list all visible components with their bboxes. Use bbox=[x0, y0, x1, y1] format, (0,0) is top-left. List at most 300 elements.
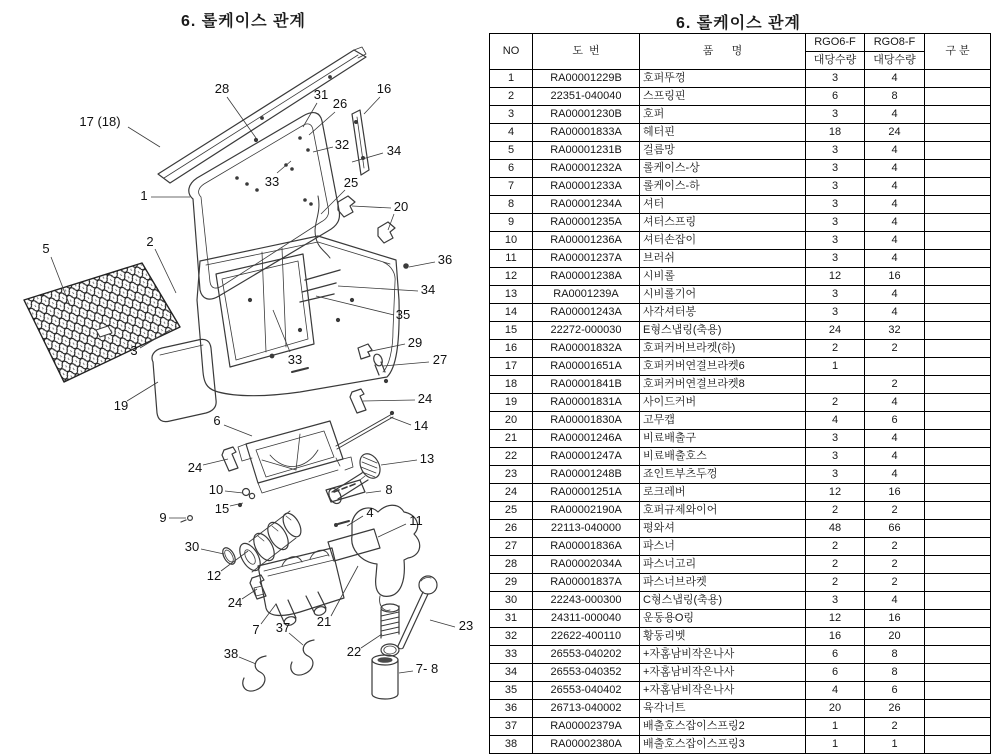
table-row bbox=[490, 322, 991, 340]
cell-name: 헤터핀 bbox=[640, 124, 806, 142]
o-ring bbox=[220, 546, 238, 567]
table-row bbox=[490, 214, 991, 232]
cell-code: RA00001231B bbox=[533, 142, 640, 160]
callout-label: 30 bbox=[184, 539, 200, 554]
callout-leader-line bbox=[289, 633, 303, 645]
callout-label: 15 bbox=[214, 501, 230, 516]
table-row bbox=[490, 466, 991, 484]
cell-no: 11 bbox=[490, 250, 533, 268]
callout-label: 34 bbox=[386, 143, 402, 158]
callout-leader-line bbox=[378, 524, 406, 537]
cell-name: 호퍼 bbox=[640, 106, 806, 124]
cell-no: 23 bbox=[490, 466, 533, 484]
cell-qty-rgo8: 16 bbox=[865, 610, 925, 628]
callout-leader-line bbox=[381, 460, 417, 465]
cell-name: 죠인트부츠두껑 bbox=[640, 466, 806, 484]
cell-name: 사이드커버 bbox=[640, 394, 806, 412]
header-model1: RGO6-F bbox=[806, 34, 865, 52]
cell-qty-rgo6: 2 bbox=[806, 394, 865, 412]
callout-leader-line bbox=[364, 97, 380, 114]
cell-no: 12 bbox=[490, 268, 533, 286]
cell-qty-rgo6: 6 bbox=[806, 646, 865, 664]
table-row bbox=[490, 430, 991, 448]
cell-name: 비료배출호스 bbox=[640, 448, 806, 466]
cell-division bbox=[925, 592, 991, 610]
cell-qty-rgo6: 2 bbox=[806, 538, 865, 556]
table-row bbox=[490, 448, 991, 466]
cell-code: RA00001238A bbox=[533, 268, 640, 286]
cell-division bbox=[925, 430, 991, 448]
table-row bbox=[490, 376, 991, 394]
cell-qty-rgo6: 4 bbox=[806, 412, 865, 430]
table-row bbox=[490, 682, 991, 700]
hopper-cover-rail bbox=[158, 47, 366, 183]
cell-qty-rgo6: 1 bbox=[806, 718, 865, 736]
cell-division bbox=[925, 286, 991, 304]
rubber-caps bbox=[338, 196, 395, 243]
cell-division bbox=[925, 448, 991, 466]
cell-code: 22272-000030 bbox=[533, 322, 640, 340]
callout-leader-line bbox=[221, 551, 248, 571]
cell-no: 35 bbox=[490, 682, 533, 700]
fertilizer-roll bbox=[236, 510, 305, 574]
cell-division bbox=[925, 106, 991, 124]
cell-qty-rgo8: 4 bbox=[865, 394, 925, 412]
table-row bbox=[490, 142, 991, 160]
callout-label: 38 bbox=[223, 646, 239, 661]
callout-label: 23 bbox=[458, 618, 474, 633]
callout-label: 19 bbox=[113, 398, 129, 413]
cell-qty-rgo8: 6 bbox=[865, 412, 925, 430]
cell-qty-rgo8: 4 bbox=[865, 448, 925, 466]
callout-leader-line bbox=[409, 262, 435, 267]
fastener-parts bbox=[358, 344, 388, 383]
cell-qty-rgo6: 3 bbox=[806, 430, 865, 448]
callout-label: 37 bbox=[275, 620, 291, 635]
cell-name: 비료배출구 bbox=[640, 430, 806, 448]
boot-cylinder bbox=[372, 655, 398, 699]
cell-qty-rgo8: 2 bbox=[865, 376, 925, 394]
side-cover bbox=[152, 339, 216, 421]
cell-no: 21 bbox=[490, 430, 533, 448]
callout-leader-line bbox=[367, 344, 405, 352]
cell-name: 황동리벳 bbox=[640, 628, 806, 646]
callout-label: 8 bbox=[385, 482, 393, 497]
table-row bbox=[490, 160, 991, 178]
cell-no: 8 bbox=[490, 196, 533, 214]
cell-name: 호퍼뚜껑 bbox=[640, 70, 806, 88]
cell-name: 호퍼커버연결브라켓6 bbox=[640, 358, 806, 376]
cell-qty-rgo8: 4 bbox=[865, 178, 925, 196]
cell-code: 24311-000040 bbox=[533, 610, 640, 628]
cell-name: 육각너트 bbox=[640, 700, 806, 718]
cell-code: 22622-400110 bbox=[533, 628, 640, 646]
callout-label: 29 bbox=[407, 335, 423, 350]
callout-label: 26 bbox=[332, 96, 348, 111]
callout-leader-line bbox=[313, 147, 333, 152]
cell-qty-rgo6: 3 bbox=[806, 196, 865, 214]
callout-label: 13 bbox=[419, 451, 435, 466]
cell-code: RA00001836A bbox=[533, 538, 640, 556]
cell-name: 호퍼커버연결브라켓8 bbox=[640, 376, 806, 394]
cell-code: RA00001234A bbox=[533, 196, 640, 214]
cell-division bbox=[925, 484, 991, 502]
cell-qty-rgo6: 3 bbox=[806, 178, 865, 196]
cell-no: 28 bbox=[490, 556, 533, 574]
cell-code: RA00001251A bbox=[533, 484, 640, 502]
table-row bbox=[490, 268, 991, 286]
callout-leader-line bbox=[155, 249, 176, 293]
cell-no: 19 bbox=[490, 394, 533, 412]
cell-division bbox=[925, 628, 991, 646]
cell-qty-rgo6: 3 bbox=[806, 70, 865, 88]
callout-label: 33 bbox=[287, 352, 303, 367]
cell-no: 24 bbox=[490, 484, 533, 502]
callout-label: 16 bbox=[376, 81, 392, 96]
cell-no: 37 bbox=[490, 718, 533, 736]
cell-division bbox=[925, 520, 991, 538]
cell-division bbox=[925, 214, 991, 232]
table-row bbox=[490, 736, 991, 754]
cell-name: 호퍼규제와이어 bbox=[640, 502, 806, 520]
callout-label: 24 bbox=[187, 460, 203, 475]
cell-no: 20 bbox=[490, 412, 533, 430]
table-row bbox=[490, 286, 991, 304]
cell-name: 시비롤 bbox=[640, 268, 806, 286]
roll-case-body bbox=[197, 236, 399, 396]
parts-table-body bbox=[490, 70, 991, 754]
cell-no: 6 bbox=[490, 160, 533, 178]
callout-label: 11 bbox=[409, 513, 423, 528]
cell-code: RA00001841B bbox=[533, 376, 640, 394]
cell-division bbox=[925, 682, 991, 700]
callout-label: 28 bbox=[214, 81, 230, 96]
cell-code: RA00001830A bbox=[533, 412, 640, 430]
cell-code: RA00001229B bbox=[533, 70, 640, 88]
callout-label: 9 bbox=[159, 510, 167, 525]
cell-name: 고무캡 bbox=[640, 412, 806, 430]
cell-qty-rgo8: 2 bbox=[865, 718, 925, 736]
cell-code: RA00001235A bbox=[533, 214, 640, 232]
cell-name: 셔터 bbox=[640, 196, 806, 214]
cell-qty-rgo8: 4 bbox=[865, 142, 925, 160]
cell-code: RA00001230B bbox=[533, 106, 640, 124]
cell-qty-rgo6: 2 bbox=[806, 502, 865, 520]
pin-part bbox=[335, 521, 349, 526]
header-code: 도 번 bbox=[533, 34, 640, 70]
cell-qty-rgo8: 2 bbox=[865, 574, 925, 592]
cell-no: 38 bbox=[490, 736, 533, 754]
cell-qty-rgo8: 4 bbox=[865, 70, 925, 88]
cell-no: 32 bbox=[490, 628, 533, 646]
discharge-frame bbox=[238, 421, 353, 493]
callout-label: 24 bbox=[417, 391, 433, 406]
cell-no: 9 bbox=[490, 214, 533, 232]
cell-code: RA00001651A bbox=[533, 358, 640, 376]
cell-qty-rgo8: 8 bbox=[865, 646, 925, 664]
callout-label: 36 bbox=[437, 252, 453, 267]
table-row bbox=[490, 556, 991, 574]
callout-leader-line bbox=[316, 296, 394, 315]
cell-name: 파스너브라켓 bbox=[640, 574, 806, 592]
cell-code: RA00002034A bbox=[533, 556, 640, 574]
cell-qty-rgo8: 20 bbox=[865, 628, 925, 646]
header-no: NO bbox=[490, 34, 533, 70]
cell-qty-rgo8: 4 bbox=[865, 304, 925, 322]
cell-qty-rgo6: 2 bbox=[806, 574, 865, 592]
cell-division bbox=[925, 142, 991, 160]
callout-label: 2 bbox=[146, 234, 154, 249]
cell-name: 파스너 bbox=[640, 538, 806, 556]
cell-name: 롤케이스-하 bbox=[640, 178, 806, 196]
callout-label: 4 bbox=[366, 505, 374, 520]
callout-leader-line bbox=[361, 634, 382, 648]
cell-code: RA00002380A bbox=[533, 736, 640, 754]
cell-qty-rgo8: 4 bbox=[865, 466, 925, 484]
cell-code: RA00001243A bbox=[533, 304, 640, 322]
table-title: 6. 롤케이스 관계 bbox=[676, 15, 801, 32]
cell-qty-rgo6 bbox=[806, 376, 865, 394]
callout-label: 12 bbox=[206, 568, 222, 583]
table-row bbox=[490, 610, 991, 628]
cell-qty-rgo8: 8 bbox=[865, 88, 925, 106]
callout-label: 6 bbox=[213, 413, 221, 428]
callout-label: 7 bbox=[252, 622, 260, 637]
table-row bbox=[490, 232, 991, 250]
table-row bbox=[490, 646, 991, 664]
cell-qty-rgo6: 12 bbox=[806, 268, 865, 286]
cell-code: 26553-040352 bbox=[533, 664, 640, 682]
callout-leader-line bbox=[399, 671, 413, 673]
cell-qty-rgo6: 18 bbox=[806, 124, 865, 142]
cell-no: 22 bbox=[490, 448, 533, 466]
cell-division bbox=[925, 358, 991, 376]
cell-qty-rgo8: 4 bbox=[865, 592, 925, 610]
cell-code: 26713-040002 bbox=[533, 700, 640, 718]
cell-no: 26 bbox=[490, 520, 533, 538]
header-name: 품 명 bbox=[640, 34, 806, 70]
cell-qty-rgo6: 6 bbox=[806, 88, 865, 106]
cell-name: 로크레버 bbox=[640, 484, 806, 502]
cell-qty-rgo8: 8 bbox=[865, 664, 925, 682]
cell-no: 4 bbox=[490, 124, 533, 142]
cell-qty-rgo6: 4 bbox=[806, 682, 865, 700]
cell-division bbox=[925, 664, 991, 682]
table-row bbox=[490, 358, 991, 376]
callout-leader-line bbox=[366, 491, 381, 493]
cell-qty-rgo6: 3 bbox=[806, 250, 865, 268]
cell-division bbox=[925, 718, 991, 736]
cell-no: 17 bbox=[490, 358, 533, 376]
cell-qty-rgo8: 4 bbox=[865, 196, 925, 214]
cell-qty-rgo8: 26 bbox=[865, 700, 925, 718]
cell-no: 34 bbox=[490, 664, 533, 682]
cell-no: 10 bbox=[490, 232, 533, 250]
callout-leader-line bbox=[225, 491, 243, 493]
table-row bbox=[490, 718, 991, 736]
table-row bbox=[490, 196, 991, 214]
cell-code: RA00001233A bbox=[533, 178, 640, 196]
cell-qty-rgo6: 2 bbox=[806, 556, 865, 574]
cell-qty-rgo8: 4 bbox=[865, 286, 925, 304]
cell-qty-rgo8: 1 bbox=[865, 736, 925, 754]
table-row bbox=[490, 106, 991, 124]
callout-leader-line bbox=[363, 400, 415, 401]
cell-qty-rgo6: 6 bbox=[806, 664, 865, 682]
cell-code: RA00001247A bbox=[533, 448, 640, 466]
cell-qty-rgo6: 24 bbox=[806, 322, 865, 340]
cell-qty-rgo6: 3 bbox=[806, 214, 865, 232]
cell-division bbox=[925, 466, 991, 484]
cell-qty-rgo6: 12 bbox=[806, 484, 865, 502]
screw-dot bbox=[404, 264, 408, 268]
cell-qty-rgo6: 2 bbox=[806, 340, 865, 358]
cell-code: RA00001837A bbox=[533, 574, 640, 592]
cell-qty-rgo6: 3 bbox=[806, 232, 865, 250]
side-strip bbox=[352, 110, 369, 175]
cell-division bbox=[925, 196, 991, 214]
cell-no: 15 bbox=[490, 322, 533, 340]
table-row bbox=[490, 178, 991, 196]
table-row bbox=[490, 412, 991, 430]
table-row bbox=[490, 574, 991, 592]
lever-rod bbox=[398, 576, 437, 649]
cell-division bbox=[925, 304, 991, 322]
callout-label: 33 bbox=[264, 174, 280, 189]
table-row bbox=[490, 628, 991, 646]
callout-leader-line bbox=[383, 362, 429, 366]
callout-leader-line bbox=[277, 161, 291, 173]
mesh-screen bbox=[24, 263, 180, 382]
cell-qty-rgo8: 16 bbox=[865, 268, 925, 286]
cell-qty-rgo8: 4 bbox=[865, 250, 925, 268]
cell-no: 14 bbox=[490, 304, 533, 322]
cell-division bbox=[925, 394, 991, 412]
callout-leader-line bbox=[203, 459, 228, 465]
callout-leader-line bbox=[321, 190, 345, 214]
cell-qty-rgo6: 1 bbox=[806, 358, 865, 376]
parts-table-header bbox=[490, 34, 991, 70]
callout-label: 5 bbox=[42, 241, 50, 256]
cell-no: 1 bbox=[490, 70, 533, 88]
cell-qty-rgo6: 12 bbox=[806, 610, 865, 628]
callout-label: 22 bbox=[346, 644, 362, 659]
cell-qty-rgo8: 4 bbox=[865, 106, 925, 124]
cell-division bbox=[925, 574, 991, 592]
cell-qty-rgo8: 16 bbox=[865, 484, 925, 502]
cell-division bbox=[925, 376, 991, 394]
callout-leader-line bbox=[201, 549, 224, 554]
cell-name: 셔터스프링 bbox=[640, 214, 806, 232]
cell-division bbox=[925, 250, 991, 268]
coil-spring bbox=[381, 604, 399, 656]
cell-division bbox=[925, 700, 991, 718]
cell-no: 18 bbox=[490, 376, 533, 394]
table-row bbox=[490, 304, 991, 322]
parts-table bbox=[489, 33, 991, 754]
callout-label: 7- 8 bbox=[415, 661, 439, 676]
callout-leader-line bbox=[430, 620, 455, 627]
cell-no: 25 bbox=[490, 502, 533, 520]
cell-division bbox=[925, 646, 991, 664]
cell-division bbox=[925, 340, 991, 358]
cell-code: RA00001832A bbox=[533, 340, 640, 358]
callout-label: 24 bbox=[227, 595, 243, 610]
cell-qty-rgo8: 2 bbox=[865, 340, 925, 358]
cell-division bbox=[925, 556, 991, 574]
cell-qty-rgo6: 3 bbox=[806, 466, 865, 484]
table-row bbox=[490, 700, 991, 718]
cell-code: RA00001237A bbox=[533, 250, 640, 268]
cell-qty-rgo8: 2 bbox=[865, 556, 925, 574]
cell-qty-rgo6: 20 bbox=[806, 700, 865, 718]
callout-leader-line bbox=[352, 206, 391, 208]
cell-name: 호퍼커버브라켓(하) bbox=[640, 340, 806, 358]
exploded-diagram bbox=[0, 0, 487, 718]
cell-name: C형스냅링(축용) bbox=[640, 592, 806, 610]
diagram-title: 6. 롤케이스 관계 bbox=[181, 13, 306, 30]
callout-leader-line bbox=[227, 97, 256, 138]
cell-code: RA00002379A bbox=[533, 718, 640, 736]
cell-no: 30 bbox=[490, 592, 533, 610]
cell-qty-rgo6: 48 bbox=[806, 520, 865, 538]
cell-code: RA0001239A bbox=[533, 286, 640, 304]
cell-name: 브러쉬 bbox=[640, 250, 806, 268]
cell-division bbox=[925, 502, 991, 520]
cell-code: RA00001236A bbox=[533, 232, 640, 250]
cell-name: 스프링핀 bbox=[640, 88, 806, 106]
cell-name: +자홈남비작은나사 bbox=[640, 664, 806, 682]
cover-plate bbox=[328, 529, 380, 561]
callout-leader-line bbox=[309, 112, 335, 135]
shutter-rod bbox=[336, 412, 394, 450]
cell-division bbox=[925, 178, 991, 196]
table-row bbox=[490, 124, 991, 142]
cell-qty-rgo8: 4 bbox=[865, 214, 925, 232]
cell-no: 3 bbox=[490, 106, 533, 124]
table-row bbox=[490, 394, 991, 412]
cell-name: 파스너고리 bbox=[640, 556, 806, 574]
cell-code: 22243-000300 bbox=[533, 592, 640, 610]
cell-code: RA00001246A bbox=[533, 430, 640, 448]
cell-division bbox=[925, 538, 991, 556]
cell-qty-rgo6: 3 bbox=[806, 304, 865, 322]
cell-qty-rgo8: 4 bbox=[865, 160, 925, 178]
callout-label: 34 bbox=[420, 282, 436, 297]
callout-label: 27 bbox=[432, 352, 448, 367]
cell-name: +자홈남비작은나사 bbox=[640, 646, 806, 664]
cell-name: 롤케이스-상 bbox=[640, 160, 806, 178]
table-row bbox=[490, 70, 991, 88]
cell-no: 16 bbox=[490, 340, 533, 358]
callout-label: 35 bbox=[395, 307, 411, 322]
cell-no: 29 bbox=[490, 574, 533, 592]
cell-name: E형스냅링(축용) bbox=[640, 322, 806, 340]
header-model2: RGO8-F bbox=[865, 34, 925, 52]
callout-leader-line bbox=[273, 310, 290, 352]
cell-division bbox=[925, 412, 991, 430]
callout-leader-line bbox=[390, 417, 411, 425]
cell-division bbox=[925, 232, 991, 250]
cell-no: 33 bbox=[490, 646, 533, 664]
table-row bbox=[490, 664, 991, 682]
callout-leader-line bbox=[331, 566, 358, 616]
cell-division bbox=[925, 88, 991, 106]
cell-code: 26553-040402 bbox=[533, 682, 640, 700]
cell-no: 36 bbox=[490, 700, 533, 718]
callout-label: 17 (18) bbox=[79, 114, 121, 129]
callout-leader-line bbox=[338, 286, 418, 291]
